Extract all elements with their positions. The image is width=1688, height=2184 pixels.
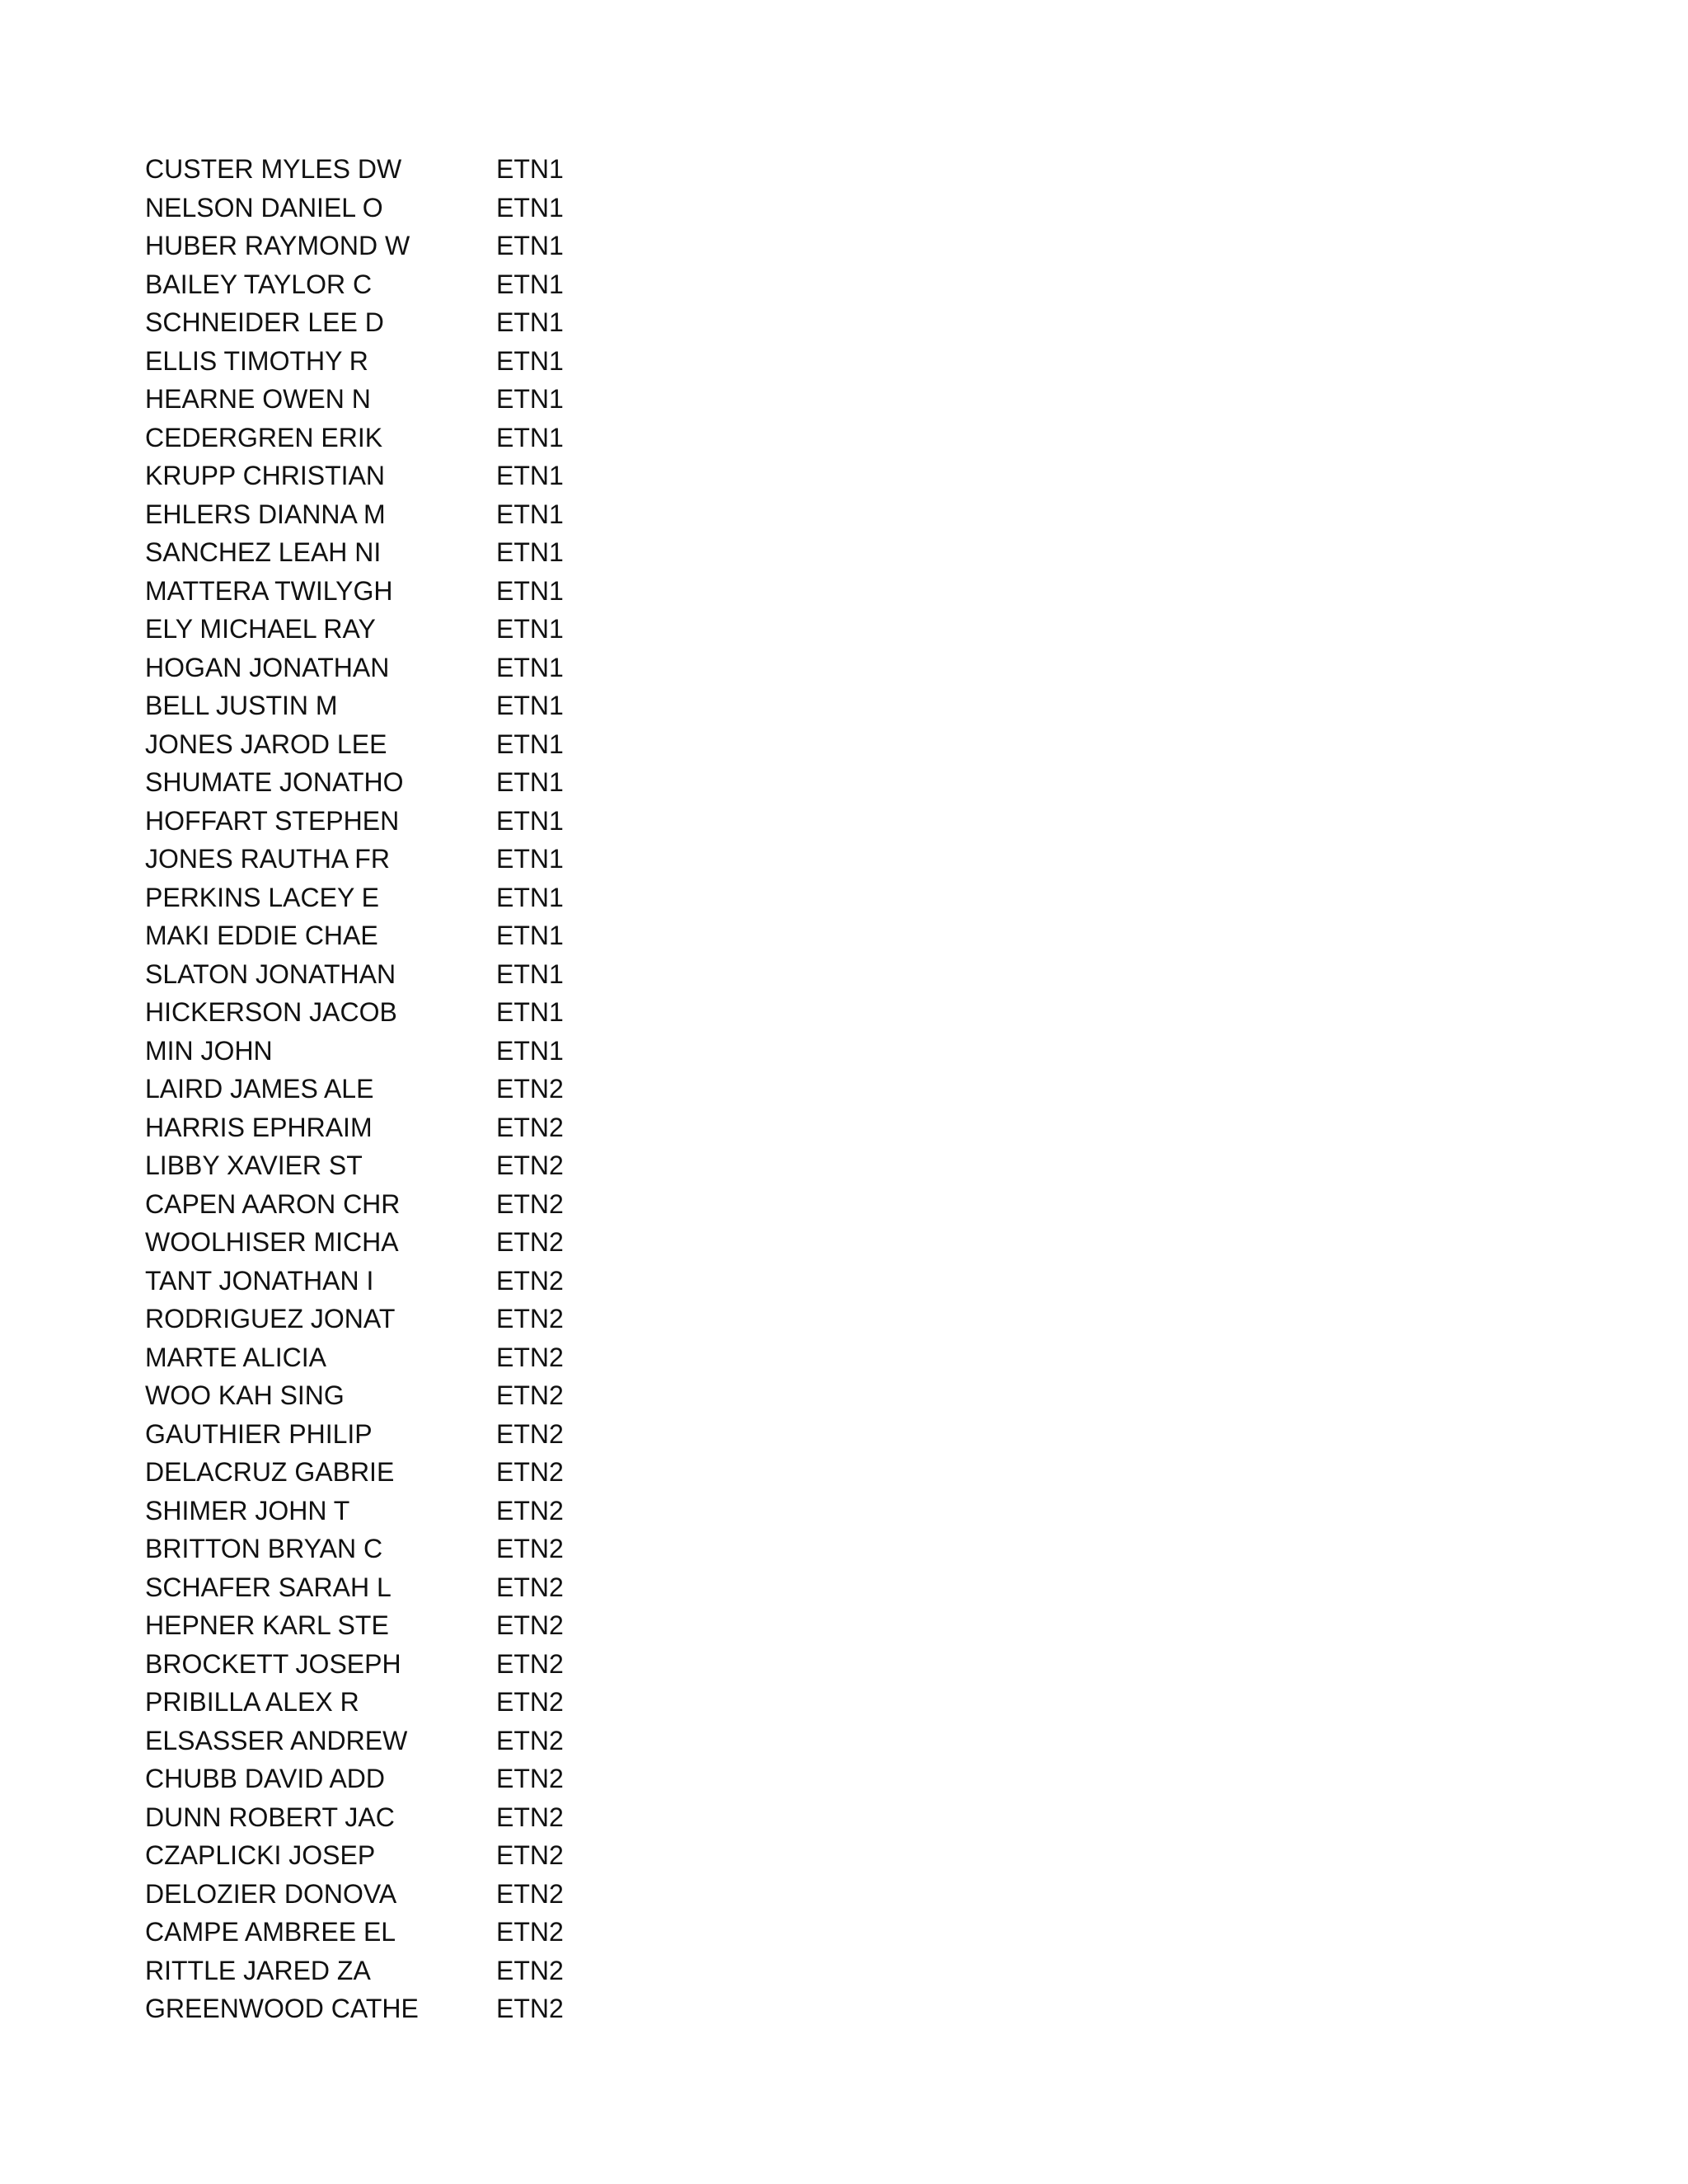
table-row — [145, 1875, 640, 1914]
row-rate: ETN2 — [496, 1534, 564, 1563]
row-rate: ETN1 — [496, 882, 564, 912]
table-row — [145, 227, 640, 265]
row-name: HEPNER KARL STE — [145, 1610, 389, 1640]
row-rate: ETN1 — [496, 192, 564, 223]
row-name: SCHAFER SARAH L — [145, 1572, 392, 1602]
row-name: TANT JONATHAN I — [145, 1265, 374, 1296]
row-rate: ETN1 — [496, 729, 564, 759]
table-row — [145, 1376, 640, 1415]
row-rate: ETN2 — [496, 1342, 564, 1372]
row-name: JONES RAUTHA FR — [145, 844, 390, 874]
row-rate: ETN2 — [496, 1955, 564, 1985]
table-row — [145, 610, 640, 649]
row-name: MARTE ALICIA — [145, 1342, 326, 1372]
table-row — [145, 572, 640, 611]
table-row — [145, 342, 640, 381]
row-name: PERKINS LACEY E — [145, 882, 379, 912]
table-row — [145, 1146, 640, 1185]
table-row — [145, 1108, 640, 1147]
row-rate: ETN2 — [496, 1917, 564, 1947]
table-row — [145, 687, 640, 725]
row-name: CZAPLICKI JOSEP — [145, 1840, 376, 1870]
table-row — [145, 1415, 640, 1454]
row-rate: ETN1 — [496, 154, 564, 184]
row-name: CAPEN AARON CHR — [145, 1188, 401, 1219]
table-row — [145, 993, 640, 1032]
row-rate: ETN2 — [496, 1418, 564, 1449]
row-rate: ETN2 — [496, 1265, 564, 1296]
row-name: MAKI EDDIE CHAE — [145, 921, 378, 950]
row-rate: ETN2 — [496, 1994, 564, 2023]
row-name: SHIMER JOHN T — [145, 1495, 350, 1526]
row-name: BELL JUSTIN M — [145, 691, 338, 720]
table-row — [145, 1952, 640, 1990]
table-row — [145, 1722, 640, 1760]
table-row — [145, 1070, 640, 1108]
table-row — [145, 1185, 640, 1224]
table-row — [145, 1606, 640, 1645]
row-name: RITTLE JARED ZA — [145, 1955, 371, 1985]
table-row — [145, 303, 640, 342]
roster-list — [145, 150, 640, 2028]
row-rate: ETN1 — [496, 345, 564, 376]
table-row — [145, 763, 640, 802]
row-name: WOO KAH SING — [145, 1380, 345, 1410]
table-row — [145, 1300, 640, 1338]
row-name: GAUTHIER PHILIP — [145, 1418, 373, 1449]
row-name: EHLERS DIANNA M — [145, 499, 386, 529]
row-rate: ETN1 — [496, 461, 564, 490]
row-name: ELSASSER ANDREW — [145, 1725, 408, 1755]
row-rate: ETN2 — [496, 1648, 564, 1679]
row-rate: ETN1 — [496, 499, 564, 529]
row-name: HICKERSON JACOB — [145, 997, 397, 1027]
row-name: SANCHEZ LEAH NI — [145, 537, 382, 567]
table-row — [145, 1836, 640, 1875]
row-name: ELLIS TIMOTHY R — [145, 345, 368, 376]
row-rate: ETN1 — [496, 307, 564, 337]
row-rate: ETN1 — [496, 384, 564, 414]
row-rate: ETN2 — [496, 1725, 564, 1755]
row-rate: ETN1 — [496, 844, 564, 874]
table-row — [145, 649, 640, 687]
table-row — [145, 1032, 640, 1071]
row-rate: ETN1 — [496, 422, 564, 452]
table-row — [145, 1683, 640, 1722]
row-name: SCHNEIDER LEE D — [145, 307, 384, 337]
table-row — [145, 457, 640, 495]
row-name: MIN JOHN — [145, 1035, 273, 1066]
row-rate: ETN1 — [496, 997, 564, 1027]
table-row — [145, 916, 640, 955]
row-name: RODRIGUEZ JONAT — [145, 1304, 396, 1333]
row-rate: ETN1 — [496, 1035, 564, 1066]
row-rate: ETN2 — [496, 1495, 564, 1526]
row-name: SLATON JONATHAN — [145, 958, 396, 989]
table-row — [145, 1223, 640, 1262]
row-name: CEDERGREN ERIK — [145, 422, 383, 452]
table-row — [145, 189, 640, 227]
row-name: LAIRD JAMES ALE — [145, 1074, 374, 1104]
row-rate: ETN2 — [496, 1074, 564, 1104]
row-name: HOFFART STEPHEN — [145, 805, 400, 836]
table-row — [145, 1645, 640, 1684]
table-row — [145, 1338, 640, 1377]
row-name: KRUPP CHRISTIAN — [145, 461, 386, 490]
row-rate: ETN2 — [496, 1151, 564, 1180]
row-name: ELY MICHAEL RAY — [145, 614, 376, 644]
table-row — [145, 150, 640, 189]
row-rate: ETN2 — [496, 1380, 564, 1410]
row-rate: ETN1 — [496, 614, 564, 644]
table-row — [145, 380, 640, 419]
row-rate: ETN1 — [496, 691, 564, 720]
row-name: HUBER RAYMOND W — [145, 231, 410, 260]
table-row — [145, 840, 640, 879]
table-row — [145, 1913, 640, 1952]
row-rate: ETN1 — [496, 575, 564, 606]
table-row — [145, 1530, 640, 1568]
row-rate: ETN2 — [496, 1764, 564, 1793]
row-rate: ETN2 — [496, 1188, 564, 1219]
table-row — [145, 495, 640, 534]
row-rate: ETN2 — [496, 1112, 564, 1142]
row-rate: ETN1 — [496, 652, 564, 682]
row-name: MATTERA TWILYGH — [145, 575, 393, 606]
row-name: WOOLHISER MICHA — [145, 1227, 399, 1257]
row-rate: ETN2 — [496, 1610, 564, 1640]
table-row — [145, 533, 640, 572]
row-name: BAILEY TAYLOR C — [145, 269, 373, 299]
table-row — [145, 419, 640, 457]
row-rate: ETN2 — [496, 1687, 564, 1717]
row-name: LIBBY XAVIER ST — [145, 1151, 363, 1180]
table-row — [145, 1798, 640, 1837]
row-rate: ETN2 — [496, 1572, 564, 1602]
table-row — [145, 955, 640, 994]
row-name: GREENWOOD CATHE — [145, 1994, 419, 2023]
row-name: DUNN ROBERT JAC — [145, 1802, 395, 1832]
row-name: CUSTER MYLES DW — [145, 154, 402, 184]
row-rate: ETN1 — [496, 767, 564, 797]
row-name: JONES JAROD LEE — [145, 729, 387, 759]
row-rate: ETN1 — [496, 958, 564, 989]
table-row — [145, 1453, 640, 1492]
row-name: NELSON DANIEL O — [145, 192, 383, 223]
row-name: CHUBB DAVID ADD — [145, 1764, 386, 1793]
table-row — [145, 725, 640, 764]
row-rate: ETN2 — [496, 1457, 564, 1487]
row-rate: ETN1 — [496, 537, 564, 567]
table-row — [145, 265, 640, 304]
row-name: BRITTON BRYAN C — [145, 1534, 383, 1563]
row-name: HEARNE OWEN N — [145, 384, 371, 414]
row-rate: ETN2 — [496, 1878, 564, 1909]
row-rate: ETN2 — [496, 1304, 564, 1333]
row-rate: ETN1 — [496, 805, 564, 836]
row-rate: ETN2 — [496, 1802, 564, 1832]
row-rate: ETN2 — [496, 1840, 564, 1870]
table-row — [145, 1760, 640, 1798]
row-rate: ETN2 — [496, 1227, 564, 1257]
row-name: BROCKETT JOSEPH — [145, 1648, 401, 1679]
table-row — [145, 802, 640, 841]
row-name: DELOZIER DONOVA — [145, 1878, 397, 1909]
table-row — [145, 1568, 640, 1607]
row-name: HARRIS EPHRAIM — [145, 1112, 373, 1142]
row-name: DELACRUZ GABRIE — [145, 1457, 395, 1487]
row-name: SHUMATE JONATHO — [145, 767, 404, 797]
row-rate: ETN1 — [496, 231, 564, 260]
table-row — [145, 1262, 640, 1301]
row-name: HOGAN JONATHAN — [145, 652, 390, 682]
row-name: PRIBILLA ALEX R — [145, 1687, 359, 1717]
row-name: CAMPE AMBREE EL — [145, 1917, 396, 1947]
table-row — [145, 879, 640, 917]
table-row — [145, 1492, 640, 1530]
table-row — [145, 1990, 640, 2028]
row-rate: ETN1 — [496, 269, 564, 299]
row-rate: ETN1 — [496, 921, 564, 950]
